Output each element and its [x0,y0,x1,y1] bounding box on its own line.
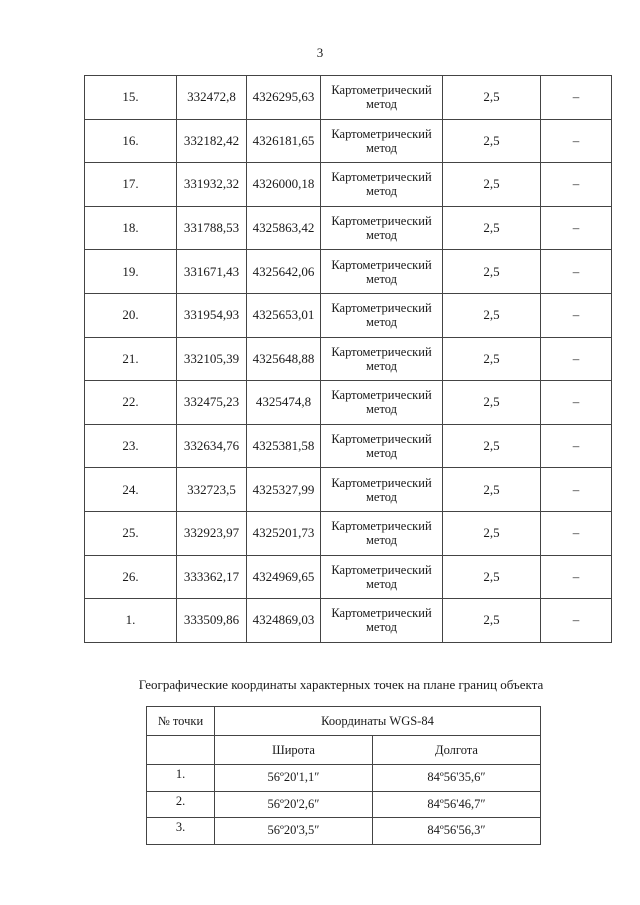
coord-x-cell: 331671,43 [177,250,247,294]
point-number-cell: 15. [85,76,177,120]
accuracy-cell: 2,5 [443,250,541,294]
geo-header-row [147,707,541,736]
points-row [85,424,612,468]
method-cell [321,424,443,468]
geo-subheader-row [147,736,541,765]
geo-row [147,791,541,818]
accuracy-cell: 2,5 [443,468,541,512]
geo-header-lat: Широта [215,736,373,765]
method-text: метод [365,184,397,199]
method-cell [321,555,443,599]
method-text: Картометрический [331,475,432,490]
method-text: метод [365,533,397,548]
points-row [85,337,612,381]
geo-caption: Географические координаты характерных точек на плане границ объекта [138,677,544,692]
method-text: метод [365,576,397,591]
note-cell: – [541,424,612,468]
point-number-cell: 21. [85,337,177,381]
points-row [85,206,612,250]
method-text: Картометрический [331,606,432,621]
coord-y-cell: 4326295,63 [247,76,321,120]
method-cell [321,76,443,120]
coord-x-cell: 332105,39 [177,337,247,381]
point-number-cell: 18. [85,206,177,250]
point-number-cell: 16. [85,119,177,163]
coord-y-cell: 4325648,88 [247,337,321,381]
method-cell [321,293,443,337]
method-text: Картометрический [331,126,432,141]
geo-lat-cell: 56º20'2,6″ [215,791,373,818]
method-text: Картометрический [331,170,432,185]
point-number-cell: 26. [85,555,177,599]
note-cell: – [541,599,612,643]
accuracy-cell: 2,5 [443,206,541,250]
method-text: Картометрический [331,301,432,316]
accuracy-cell: 2,5 [443,76,541,120]
method-text: Картометрический [331,257,432,272]
point-number-cell: 20. [85,293,177,337]
accuracy-cell: 2,5 [443,599,541,643]
accuracy-cell: 2,5 [443,337,541,381]
geo-lon-cell: 84º56'35,6″ [373,765,541,792]
points-row [85,76,612,120]
coord-x-cell: 332923,97 [177,511,247,555]
coord-y-cell: 4326000,18 [247,163,321,207]
accuracy-cell: 2,5 [443,381,541,425]
coord-x-cell: 333509,86 [177,599,247,643]
note-cell: – [541,468,612,512]
coord-y-cell: 4325474,8 [247,381,321,425]
geo-row [147,765,541,792]
method-text: Картометрический [331,83,432,98]
coord-x-cell: 333362,17 [177,555,247,599]
geo-row [147,818,541,845]
method-text: Картометрический [331,214,432,229]
point-number-cell: 24. [85,468,177,512]
point-number-cell: 19. [85,250,177,294]
geo-lat-cell: 56º20'3,5″ [215,818,373,845]
method-text: Картометрический [331,388,432,403]
geo-point-number-cell: 1. [147,765,215,792]
points-row [85,599,612,643]
method-text: метод [365,228,397,243]
points-row [85,163,612,207]
coord-y-cell: 4325642,06 [247,250,321,294]
points-row [85,555,612,599]
coord-y-cell: 4325863,42 [247,206,321,250]
coord-y-cell: 4325653,01 [247,293,321,337]
method-text: Картометрический [331,432,432,447]
geo-lon-cell: 84º56'56,3″ [373,818,541,845]
method-text: метод [365,140,397,155]
accuracy-cell: 2,5 [443,511,541,555]
method-text: Картометрический [331,519,432,534]
point-number-cell: 25. [85,511,177,555]
geo-lat-cell: 56º20'1,1″ [215,765,373,792]
points-row [85,119,612,163]
note-cell: – [541,250,612,294]
geo-header-lon: Долгота [373,736,541,765]
points-row [85,293,612,337]
coord-x-cell: 331788,53 [177,206,247,250]
points-table [84,75,612,643]
note-cell: – [541,381,612,425]
page-number: 3 [316,45,324,60]
coord-x-cell: 332182,42 [177,119,247,163]
coord-y-cell: 4325201,73 [247,511,321,555]
method-text: Картометрический [331,562,432,577]
method-text: метод [365,271,397,286]
method-text: метод [365,489,397,504]
coord-x-cell: 332634,76 [177,424,247,468]
note-cell: – [541,119,612,163]
accuracy-cell: 2,5 [443,293,541,337]
note-cell: – [541,293,612,337]
points-row [85,511,612,555]
coord-y-cell: 4324969,65 [247,555,321,599]
note-cell: – [541,511,612,555]
points-row [85,250,612,294]
note-cell: – [541,76,612,120]
coord-y-cell: 4324869,03 [247,599,321,643]
accuracy-cell: 2,5 [443,424,541,468]
accuracy-cell: 2,5 [443,555,541,599]
accuracy-cell: 2,5 [443,163,541,207]
geo-point-number-cell: 2. [147,791,215,818]
method-text: Картометрический [331,344,432,359]
points-row [85,381,612,425]
method-text: метод [365,315,397,330]
method-cell [321,511,443,555]
method-cell [321,119,443,163]
geo-header-point: № точки [147,707,215,736]
point-number-cell: 17. [85,163,177,207]
note-cell: – [541,337,612,381]
note-cell: – [541,206,612,250]
points-row [85,468,612,512]
coord-y-cell: 4325327,99 [247,468,321,512]
coord-x-cell: 332475,23 [177,381,247,425]
coord-y-cell: 4325381,58 [247,424,321,468]
method-text: метод [365,97,397,112]
coord-x-cell: 332723,5 [177,468,247,512]
coord-x-cell: 331932,32 [177,163,247,207]
point-number-cell: 22. [85,381,177,425]
method-cell [321,206,443,250]
note-cell: – [541,163,612,207]
method-cell [321,163,443,207]
method-text: метод [365,358,397,373]
point-number-cell: 23. [85,424,177,468]
method-cell [321,599,443,643]
accuracy-cell: 2,5 [443,119,541,163]
geo-header-coords: Координаты WGS-84 [215,707,541,736]
method-text: метод [365,402,397,417]
method-cell [321,337,443,381]
method-text: метод [365,446,397,461]
method-cell [321,468,443,512]
geo-coordinates-table [146,706,541,845]
note-cell: – [541,555,612,599]
method-text: метод [365,620,397,635]
coord-x-cell: 332472,8 [177,76,247,120]
coord-y-cell: 4326181,65 [247,119,321,163]
method-cell [321,381,443,425]
geo-lon-cell: 84º56'46,7″ [373,791,541,818]
geo-point-number-cell: 3. [147,818,215,845]
method-cell [321,250,443,294]
coord-x-cell: 331954,93 [177,293,247,337]
point-number-cell: 1. [85,599,177,643]
geo-subheader-empty [147,736,215,765]
